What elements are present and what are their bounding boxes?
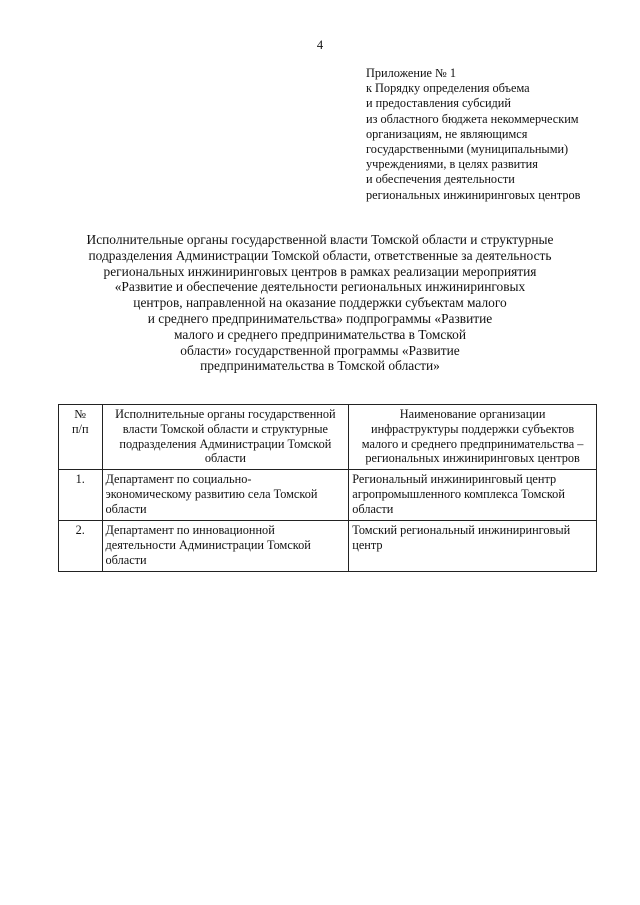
appendix-line: к Порядку определения объема	[366, 81, 530, 96]
heading-line: малого и среднего предпринимательства в Томской	[173, 326, 467, 342]
cell-text: области	[105, 501, 147, 516]
heading-line: и среднего предпринимательства» подпрограммы «Развитие	[147, 310, 493, 326]
heading-line: Исполнительные органы государственной власти Томской области и структурные	[86, 232, 554, 247]
appendix-line: и предоставления субсидий	[366, 96, 511, 111]
heading-line: «Развитие и обеспечение деятельности региональных инжиниринговых	[114, 279, 526, 295]
header-text: Наименование организации	[399, 407, 546, 421]
header-text: подразделения Администрации Томской	[119, 436, 332, 451]
cell-text: Департамент по социально-	[105, 472, 252, 486]
heading-line: подразделения Администрации Томской области, ответственные за деятельность	[88, 247, 552, 263]
cell-text: области	[352, 501, 394, 516]
infrastructure-cell	[349, 470, 597, 521]
header-cell-infrastructure	[349, 405, 597, 470]
row-number-cell	[59, 470, 103, 521]
header-text: власти Томской области и структурные	[122, 421, 328, 436]
heading-line: области» государственной программы «Развитие	[180, 342, 460, 358]
heading-line: предпринимательства в Томской области»	[200, 358, 440, 374]
heading-line: центров, направленной на оказание поддержки субъектам малого	[133, 295, 507, 311]
header-text: инфраструктуры поддержки субъектов	[371, 421, 575, 436]
header-text: региональных инжиниринговых центров	[365, 451, 580, 466]
cell-text: Региональный инжиниринговый центр	[352, 472, 557, 486]
row-number: 2.	[75, 523, 85, 537]
header-cell-organ	[102, 405, 349, 470]
cell-text: Департамент по инновационной	[105, 523, 275, 537]
header-text: п/п	[71, 421, 89, 436]
cell-text: экономическому развитию села Томской	[105, 486, 318, 501]
table-row	[59, 470, 597, 521]
header-text: Исполнительные органы государственной	[115, 407, 336, 421]
appendix-line: из областного бюджета некоммерческим	[366, 111, 579, 126]
infrastructure-cell	[349, 521, 597, 572]
header-text: области	[204, 451, 246, 466]
cell-text: деятельности Администрации Томской	[105, 537, 311, 552]
page-number: 4	[316, 38, 324, 52]
row-number-cell	[59, 521, 103, 572]
row-number: 1.	[75, 472, 85, 486]
document-heading	[40, 232, 600, 374]
cell-text: Томский региональный инжиниринговый	[352, 523, 571, 537]
appendix-line: Приложение № 1	[366, 66, 457, 80]
header-text: №	[74, 407, 87, 421]
heading-line: региональных инжиниринговых центров в рамках реализации мероприятия	[103, 263, 537, 279]
header-text: малого и среднего предпринимательства –	[361, 436, 584, 451]
table-row	[59, 521, 597, 572]
cell-text: области	[105, 552, 147, 567]
appendix-line: региональных инжиниринговых центров	[366, 187, 581, 202]
appendix-note	[366, 66, 616, 203]
organ-cell	[102, 470, 349, 521]
organizations-table	[58, 404, 597, 572]
organ-cell	[102, 521, 349, 572]
cell-text: центр	[352, 537, 383, 552]
appendix-line: государственными (муниципальными)	[366, 142, 569, 157]
appendix-line: учреждениями, в целях развития	[366, 157, 538, 172]
appendix-line: и обеспечения деятельности	[366, 172, 515, 187]
header-cell-number	[59, 405, 103, 470]
table-header-row	[59, 405, 597, 470]
cell-text: агропромышленного комплекса Томской	[352, 486, 565, 501]
appendix-line: организациям, не являющимся	[366, 126, 528, 141]
